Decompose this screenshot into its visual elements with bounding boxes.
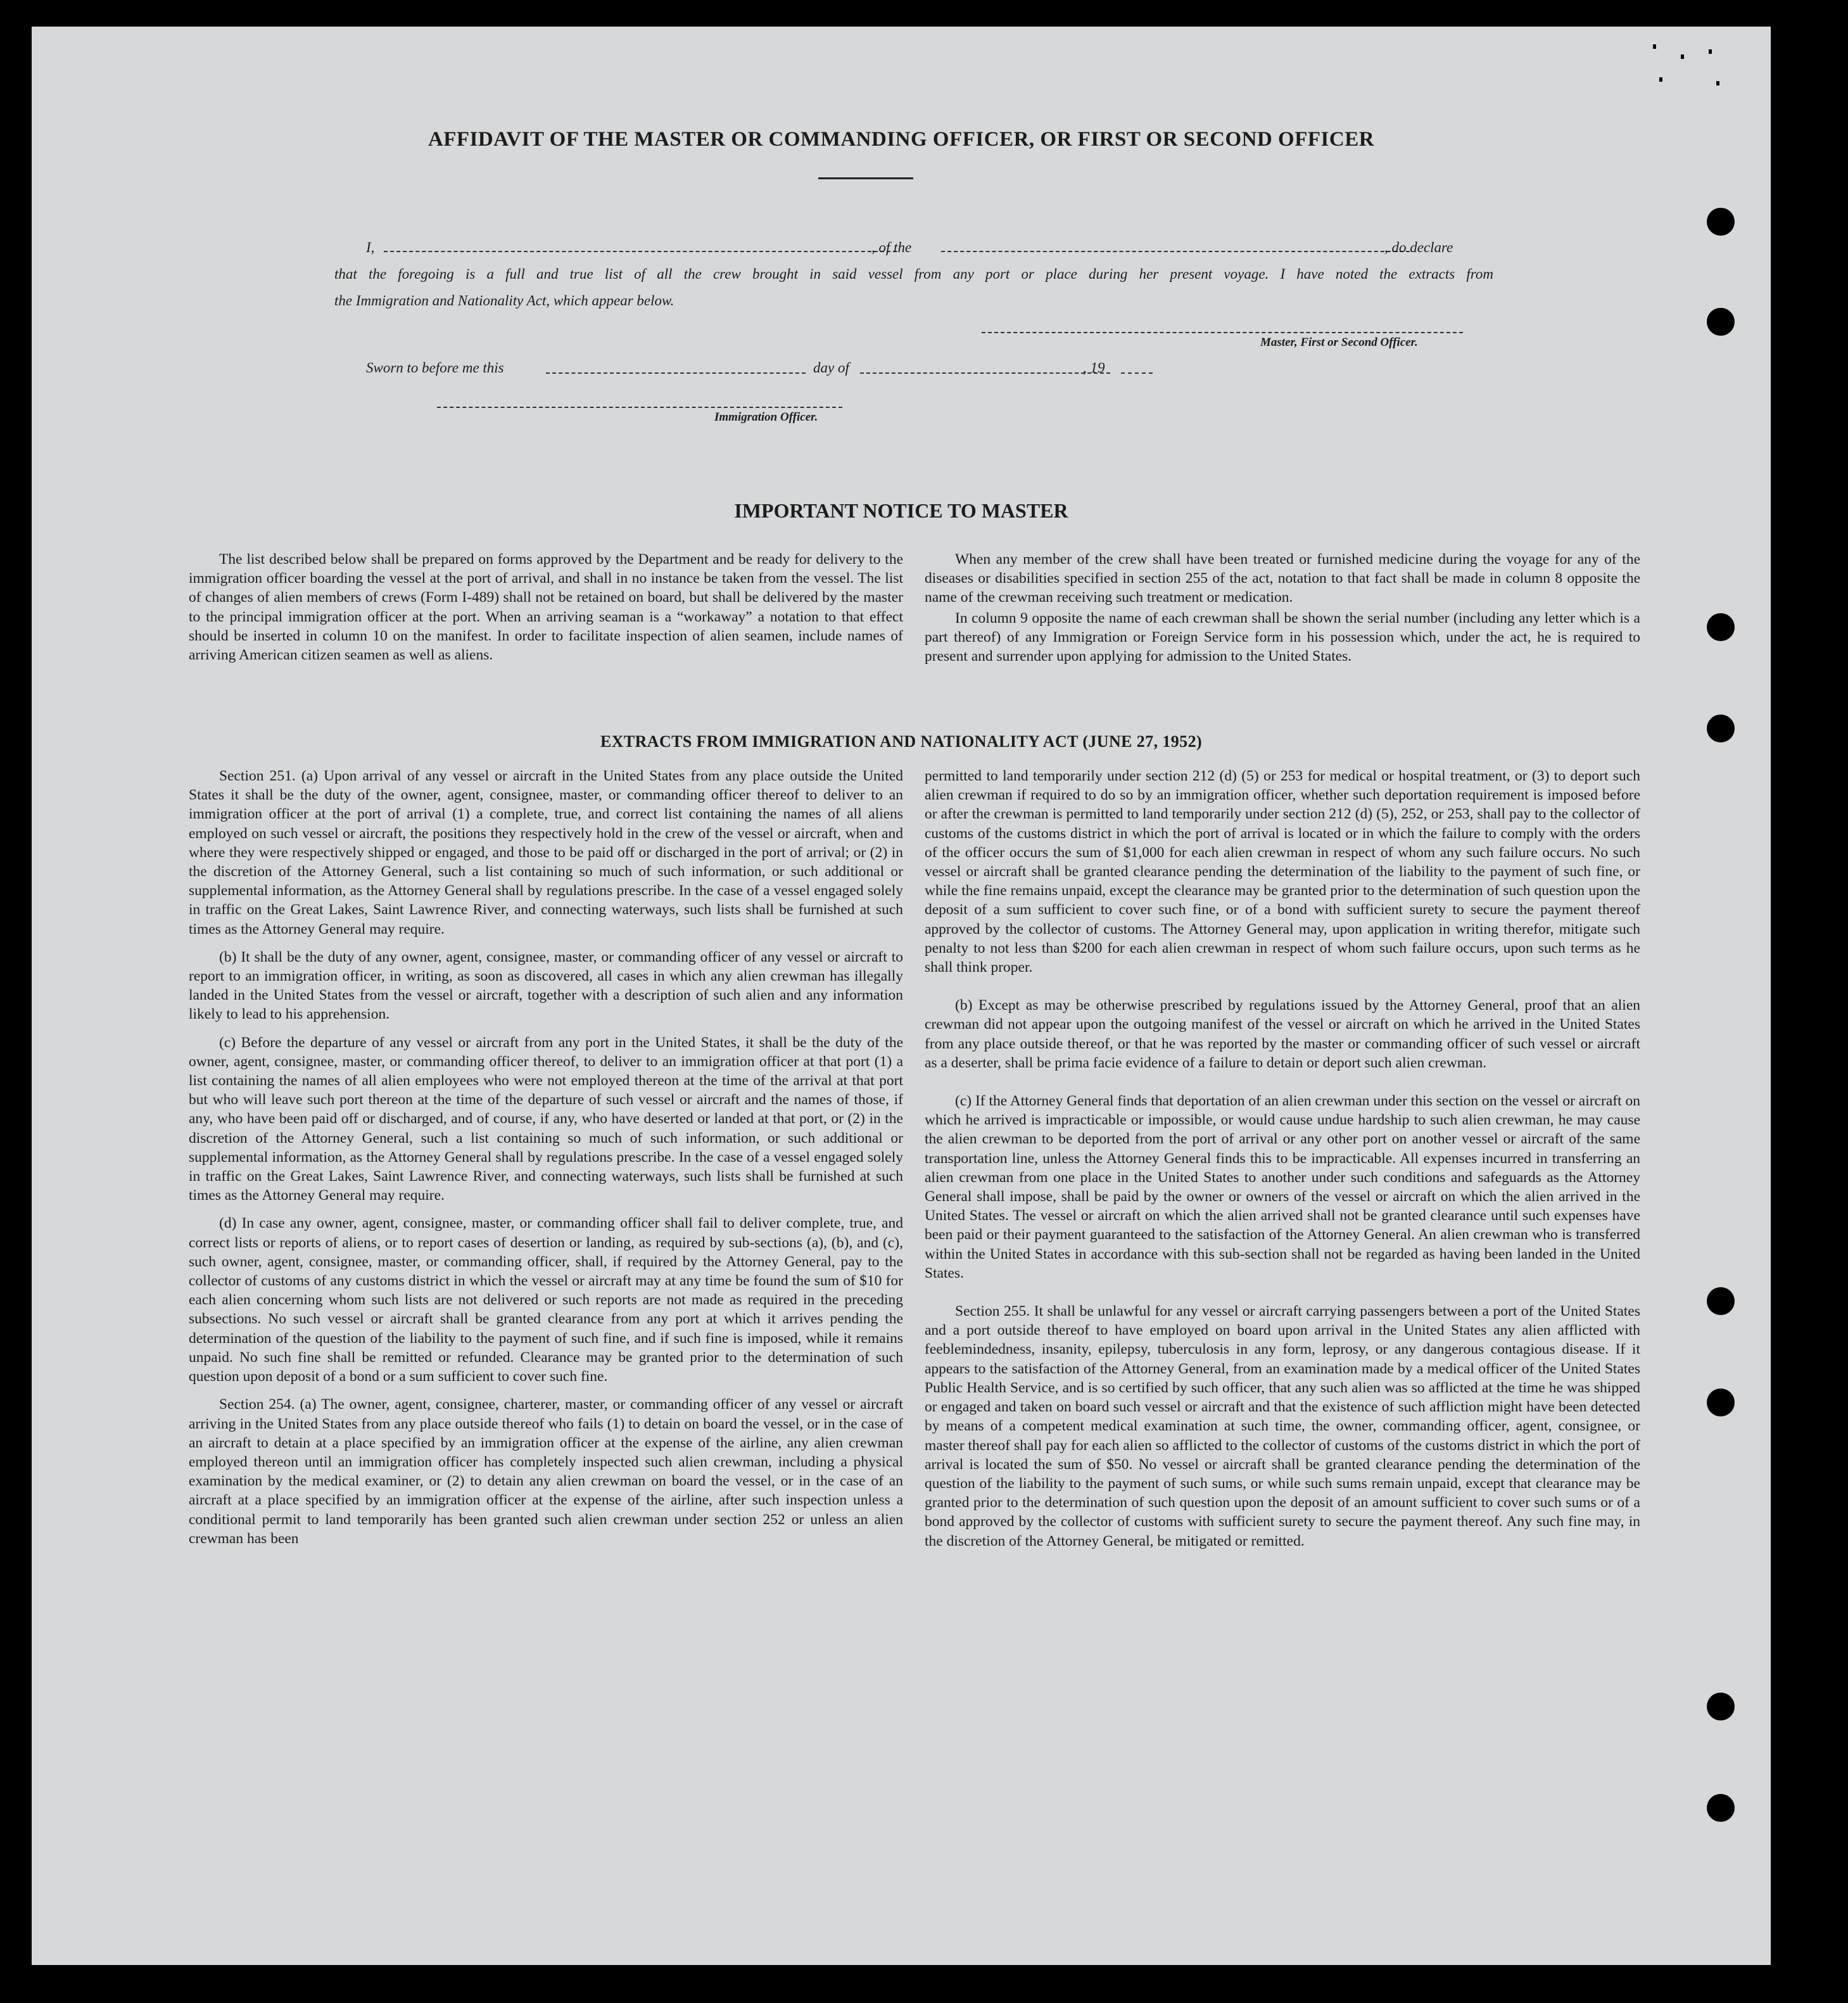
name-field-line[interactable]: [384, 251, 897, 252]
i-label: I,: [366, 239, 375, 255]
section-254-a-continued: permitted to land temporarily under section 212 (d) (5) or 253 for medical or hospital treatment, or (3) to deport such alien crewman if required to do so by an immigration officer, whether such deportation requirement is imposed before or after the crewman is permitted to land temporarily under section 212 (d) (5), 252, or 253, shall pay to the collector of customs of the customs district in which the port of arrival is located or in which the failure to comply with the orders of the officer occurs the sum of $1,000 for each alien crewman in respect of whom any such failure occurs. No such vessel or aircraft shall be granted clearance pending the determination of the liability to the payment of such fine, or while the fine remains unpaid, except the clearance may be granted prior to the determination of such question upon the deposit of a sum sufficient to cover such fine, or of a bond with sufficient surety to secure the payment thereof approved by the collector of customs. The Attorney General may, upon application in writing therefor, mitigate such penalty to not less than $200 for each alien crewman in respect of whom such failure occurs, upon such terms as he shall think proper.: [925, 768, 1640, 976]
officer-signature-line[interactable]: [437, 407, 842, 408]
notice-right-paragraph-1: When any member of the crew shall have been treated or furnished medicine during the voyage for any of the diseases or disabilities specified in section 255 of the act, notation to that fact shall be made in column 8 opposite the name of the crewman receiving such treatment or medication.: [925, 551, 1640, 606]
notice-right-column: [925, 550, 1640, 675]
section-251-d: (d) In case any owner, agent, consignee, master, or commanding officer shall fail to deliver complete, true, and correct lists or reports of aliens, or to report cases of desertion or landing, as required by sub-sections (a), (b), and (c), such owner, agent, consignee, master, or commanding officer, shall, if required by the Attorney General, pay to the collector of customs of any customs district in which the vessel or aircraft may at any time be found the sum of $10 for each alien concerning whom such lists are not delivered or such reports are not made as required in the preceding subsections. No such vessel or aircraft shall be granted clearance from any port at which it arrives pending the determination of the question of the liability to the payment of such fine, and if such fine is imposed, while it remains unpaid. No such fine shall be remitted or refunded. Clearance may be granted prior to the determination of such question upon deposit of a bond or a sum sufficient to cover such fine.: [189, 1215, 903, 1385]
sworn-month-field-line[interactable]: [860, 372, 1110, 374]
punch-hole: [1707, 715, 1735, 742]
sworn-label: Sworn to before me this: [366, 360, 504, 376]
speck: [1653, 44, 1656, 49]
affidavit-title: AFFIDAVIT OF THE MASTER OR COMMANDING OFFICER, OR FIRST OR SECOND OFFICER: [427, 128, 1375, 151]
do-declare-label: , do declare: [1384, 239, 1453, 255]
extracts-right-column: [925, 766, 1640, 1560]
section-255: Section 255. It shall be unlawful for any vessel or aircraft carrying passengers between a port of the United States and a port outside thereof to have employed on board upon arrival in the United States any alien afflicted with feeblemindedness, insanity, epilepsy, tuberculosis in any form, leprosy, or any dangerous contagious disease. If it appears to the satisfaction of the Attorney General, from an examination made by a medical officer of the United States Public Health Service, and is so certified by such officer, that any such alien was so afflicted at the time he was shipped or engaged and taken on board such vessel or aircraft and that the existence of such affliction might have been detected by means of a competent medical examination at such time, the owner, commanding officer, agent, consignee, or master thereof shall pay for each alien so afflicted to the collector of customs of the customs district in which the port of arrival is located the sum of $50. No vessel or aircraft shall be granted clearance pending the determination of the question of the liability to the payment of such sums, or while such sums remain unpaid, except that clearance may be granted prior to the determination of such question upon the deposit of an amount sufficient to cover such sums or of a bond approved by the collector of customs with sufficient surety to secure the payment thereof. Any such fine may, in the discretion of the Attorney General, be mitigated or remitted.: [925, 1303, 1640, 1549]
master-signature-line[interactable]: [982, 332, 1463, 333]
vessel-field-line[interactable]: [941, 251, 1410, 252]
notice-title: IMPORTANT NOTICE TO MASTER: [734, 499, 1068, 522]
notice-left-paragraph: The list described below shall be prepared on forms approved by the Department and be ready for delivery to the immigration officer boarding the vessel at the port of arrival, and shall in no instance be taken from the vessel. The list of changes of alien members of crews (Form I-489) shall not be retained on board, but shall be delivered by the master to the principal immigration officer at the port. When an arriving seaman is a “workaway” a notation to that effect should be inserted in column 10 on the manifest. In order to facilitate inspection of alien seamen, include names of arriving American citizen seamen as well as aliens.: [189, 551, 903, 664]
punch-hole: [1707, 1693, 1735, 1720]
year-label: , 19: [1083, 360, 1105, 376]
speck: [1681, 54, 1684, 59]
section-251-a: Section 251. (a) Upon arrival of any vessel or aircraft in the United States from any place outside the United States it shall be the duty of the owner, agent, consignee, master, or commanding officer thereof to deliver to an immigration officer at the port of arrival (1) a complete, true, and correct list containing the names of all aliens employed on such vessel or aircraft, the positions they respectively hold in the crew of the vessel or aircraft, when and where they were respectively shipped or engaged, and those to be paid off or discharged in the port of arrival; or (2) in the discretion of the Attorney General, such a list containing so much of such information, or such additional or supplemental information, as the Attorney General shall by regulations prescribe. In the case of a vessel engaged solely in traffic on the Great Lakes, Saint Lawrence River, and connecting waterways, such lists shall be furnished at such times as the Attorney General may require.: [189, 768, 903, 938]
punch-hole: [1707, 208, 1735, 236]
extracts-left-column: [189, 766, 903, 1557]
punch-hole: [1707, 1287, 1735, 1315]
extracts-title: EXTRACTS FROM IMMIGRATION AND NATIONALITY ACT (JUNE 27, 1952): [600, 732, 1203, 751]
declaration-line-1: that the foregoing is a full and true list of all the crew brought in said vessel from any port or place during her present voyage. I have noted the extracts from: [334, 266, 1493, 282]
section-251-b: (b) It shall be the duty of any owner, agent, consignee, master, or commanding officer of any vessel or aircraft to report to an immigration officer, in writing, as soon as discovered, all cases in which any alien crewman has illegally landed in the United States from the vessel or aircraft, together with a description of such alien and any information likely to lead to his apprehension.: [189, 948, 903, 1023]
sworn-day-field-line[interactable]: [546, 372, 806, 374]
officer-caption: Immigration Officer.: [714, 410, 818, 424]
day-of-label: day of: [813, 360, 849, 376]
title-underline: [818, 177, 913, 179]
speck: [1659, 77, 1662, 82]
of-the-label: , of the: [871, 239, 912, 255]
section-251-c: (c) Before the departure of any vessel or aircraft from any port in the United States, it shall be the duty of the owner, agent, consignee, master, or commanding officer thereof, to deliver to an immigration officer at that port (1) a list containing the names of all alien employees who were not employed thereon at the time of the arrival at that port but who will leave such port thereon at the time of the departure of such vessel or aircraft and the names of those, if any, who have been paid off or discharged, and of course, if any, who have deserted or landed at that port, or (2) in the discretion of the Attorney General, such a list containing so much of such information, or such additional or supplemental information, as the Attorney General shall by regulations prescribe. In the case of a vessel engaged solely in traffic on the Great Lakes, Saint Lawrence River, and connecting waterways, such lists shall be furnished at such times as the Attorney General may require.: [189, 1034, 903, 1204]
document-page: [32, 27, 1771, 1965]
speck: [1716, 81, 1719, 86]
speck: [1709, 49, 1712, 54]
notice-left-column: [189, 550, 903, 673]
punch-hole: [1707, 613, 1735, 641]
punch-hole: [1707, 308, 1735, 336]
master-caption: Master, First or Second Officer.: [1260, 336, 1418, 349]
notice-right-paragraph-2: In column 9 opposite the name of each crewman shall be shown the serial number (including any letter which is a part thereof) of any Immigration or Foreign Service form in his possession which, under the act, he is required to present and surrender upon applying for admission to the United States.: [925, 609, 1640, 665]
section-254-b: (b) Except as may be otherwise prescribed by regulations issued by the Attorney General, proof that an alien crewman did not appear upon the outgoing manifest of the vessel or aircraft on which he arrived in the United States from any place outside thereof, or that he was reported by the master or commanding officer of such vessel or aircraft as a deserter, shall be prima facie evidence of a failure to detain or deport such alien crewman.: [925, 997, 1640, 1071]
punch-hole: [1707, 1389, 1735, 1416]
sworn-year-field-line[interactable]: [1121, 372, 1153, 374]
section-254-a: Section 254. (a) The owner, agent, consignee, charterer, master, or commanding officer of any vessel or aircraft arriving in the United States from any place outside thereof who fails (1) to detain on board the vessel, or in the case of an aircraft to detain at a place specified by an immigration officer at the expense of the airline, any alien crewman employed thereon until an immigration officer has completely inspected such alien crewman, including a physical examination by the medical examiner, or (2) to detain any alien crewman on board the vessel, or in the case of an aircraft at a place specified by an immigration officer at the expense of the airline, after such inspection unless a conditional permit to land temporarily has been granted such alien crewman under section 252 or unless an alien crewman has been: [189, 1396, 903, 1547]
punch-hole: [1707, 1794, 1735, 1822]
declaration-line-2: the Immigration and Nationality Act, which appear below.: [334, 293, 674, 308]
section-254-c: (c) If the Attorney General finds that deportation of an alien crewman under this section on the vessel or aircraft on which he arrived is impracticable or impossible, or would cause undue hardship to such alien crewman, he may cause the alien crewman to be deported from the port of arrival or any other port on another vessel or aircraft of the same transportation line, unless the Attorney General finds this to be impracticable. All expenses incurred in transferring an alien crewman from one place in the United States to another under such conditions and safeguards as the Attorney General shall impose, shall be paid by the owner or owners of the vessel or aircraft on which the alien arrived in the United States. The vessel or aircraft on which the alien arrived shall not be granted clearance until such expenses have been paid or their payment guaranteed to the satisfaction of the Attorney General. An alien crewman who is transferred within the United States in accordance with this sub-section shall not be regarded as having been landed in the United States.: [925, 1093, 1640, 1281]
